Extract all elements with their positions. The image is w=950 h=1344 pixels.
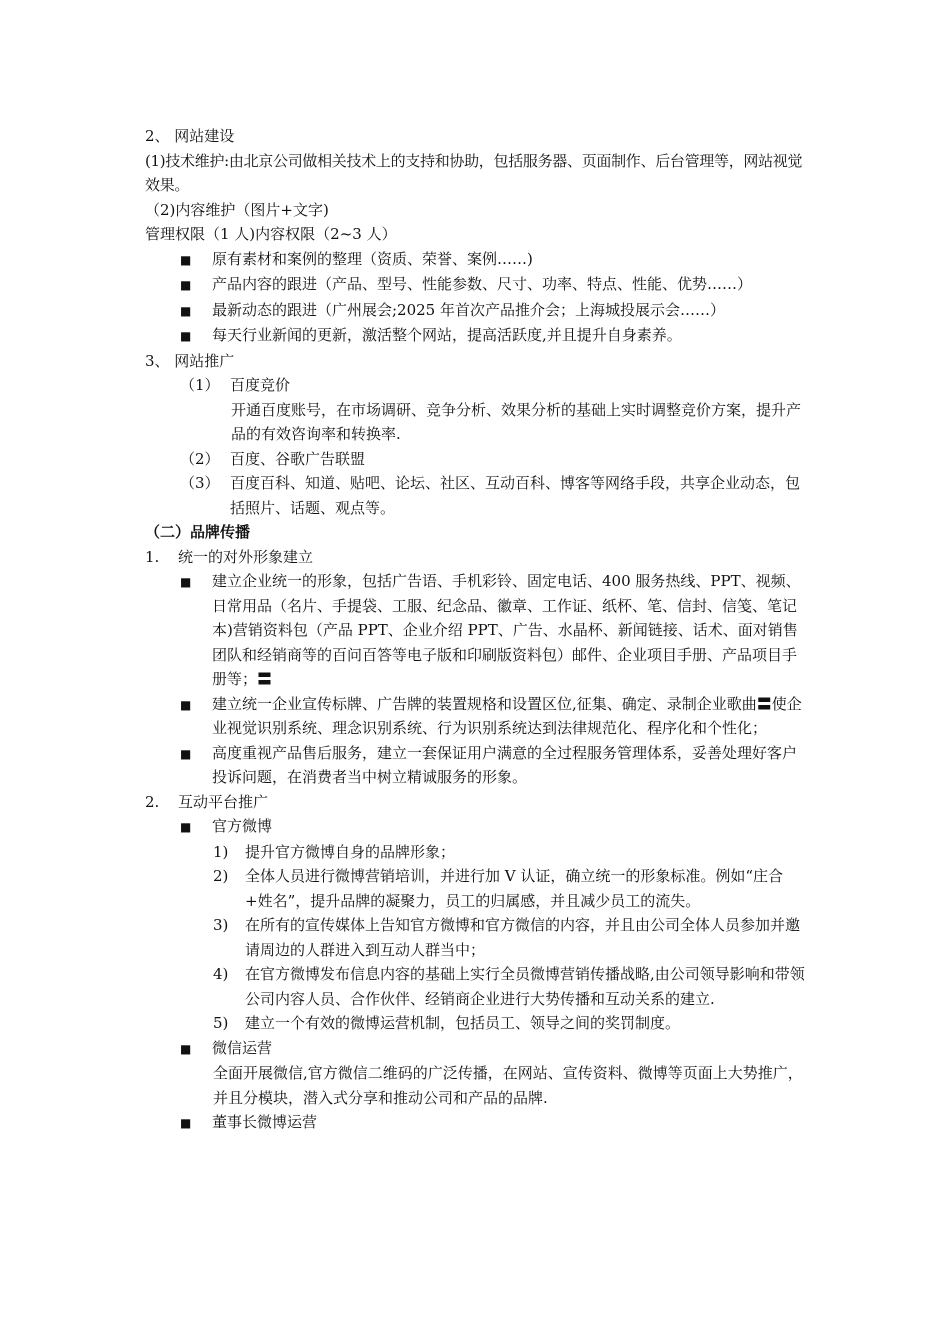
- square-bullet-icon: [180, 569, 212, 595]
- list-item: [180, 447, 810, 472]
- list-marker: （3）: [180, 474, 220, 492]
- bullet-text: 董事长微博运营: [212, 1113, 318, 1131]
- square-bullet-icon: [180, 272, 212, 298]
- list-marker: 1.: [145, 547, 160, 566]
- bullet-text: 建立统一企业宣传标牌、广告牌的装置规格和设置区位,征集、确定、录制企业歌曲〓使企业视觉识别系统、理念识别系统、行为识别系统达到法律规范化、程序化和个性化；: [212, 694, 802, 737]
- paragraph-permissions: 管理权限（1 人)内容权限（2~3 人）: [145, 225, 397, 243]
- bullet-text: 最新动态的跟进（广州展会;2025 年首次产品推介会；上海城投展示会……）: [212, 300, 725, 319]
- list-marker: 2): [213, 867, 229, 885]
- document-body: [145, 124, 810, 1136]
- square-bullet-icon: [180, 741, 212, 767]
- list-marker: 5): [213, 1014, 229, 1032]
- square-bullet-icon: [180, 323, 212, 349]
- list-item-description: 开通百度账号，在市场调研、竞争分析、效果分析的基础上实时调整竞价方案，提升产品的有效咨询率和转换率.: [231, 400, 802, 443]
- bullet-text: 建立企业统一的形象，包括广告语、手机彩铃、固定电话、400 服务热线、PPT、视频、日常用品（名片、手提袋、工服、纪念品、徽章、工作证、纸杯、笔、信封、信笺、笔记本)营销资料包（产品 PPT、企业介绍 PPT、广告、水晶杯、新闻链接、话术、面对销售团队和经销商等的百问百答等电子版和印刷版资料包）邮件、企业项目手册、产品项目手册等；〓: [212, 572, 801, 688]
- section-heading-brand: （二）品牌传播: [145, 523, 251, 541]
- square-bullet-icon: [180, 1110, 212, 1136]
- list-item-title: 百度、谷歌广告联盟: [230, 449, 366, 468]
- bullet-text: 产品内容的跟进（产品、型号、性能参数、尺寸、功率、特点、性能、优势……）: [212, 275, 753, 293]
- bullet-text: 官方微博: [212, 817, 273, 835]
- bullet-text: 高度重视产品售后服务，建立一套保证用户满意的全过程服务管理体系，妥善处理好客户投诉问题，在消费者当中树立精诚服务的形象。: [212, 743, 798, 786]
- sub-list-item: [213, 913, 810, 962]
- bullet-item: [180, 298, 810, 324]
- bullet-text: 原有素材和案例的整理（资质、荣誉、案例……): [212, 249, 533, 268]
- paragraph-tech-maintenance: (1)技术维护:由北京公司做相关技术上的支持和协助，包括服务器、页面制作、后台管理等，网站视觉效果。: [145, 151, 803, 194]
- list-marker: 3): [213, 916, 229, 934]
- sub-list-item: [213, 864, 810, 913]
- list-marker: （1）: [180, 376, 220, 394]
- numbered-item: [145, 545, 810, 570]
- list-marker: 2.: [145, 792, 160, 811]
- bullet-text: 微信运营: [212, 1038, 273, 1057]
- sub-list-item: [213, 840, 810, 865]
- bullet-item: [180, 1110, 810, 1136]
- list-marker: 1): [213, 842, 229, 861]
- bullet-item: [180, 814, 810, 840]
- sub-list-item: [213, 1011, 810, 1036]
- bullet-item: [180, 1036, 810, 1062]
- section-heading-website-build: 2、 网站建设: [145, 127, 235, 145]
- numbered-item-title: 统一的对外形象建立: [178, 547, 314, 566]
- bullet-item: [180, 692, 810, 741]
- numbered-item: [145, 790, 810, 815]
- list-item-title: 百度百科、知道、贴吧、论坛、社区、互动百科、博客等网络手段，共享企业动态，包括照片、话题、观点等。: [230, 474, 801, 517]
- square-bullet-icon: [180, 298, 212, 324]
- sub-list-text: 全体人员进行微博营销培训，并进行加 V 认证，确立统一的形象标准。例如“庄合+姓名”，提升品牌的凝聚力，员工的归属感，并且减少员工的流失。: [245, 867, 784, 910]
- square-bullet-icon: [180, 247, 212, 273]
- sub-list-text: 提升官方微博自身的品牌形象；: [245, 842, 456, 861]
- square-bullet-icon: [180, 692, 212, 718]
- list-item: [180, 471, 810, 520]
- bullet-item: [180, 272, 810, 298]
- list-item: [180, 373, 810, 398]
- section-heading-website-promotion: 3、 网站推广: [145, 351, 235, 370]
- square-bullet-icon: [180, 1036, 212, 1062]
- sub-list-text: 在官方微博发布信息内容的基础上实行全员微博营销传播战略,由公司领导影响和带领公司内容人员、合作伙伴、经销商企业进行大势传播和互动关系的建立.: [245, 965, 805, 1008]
- paragraph-content-maintenance: （2)内容维护（图片+文字): [145, 200, 329, 219]
- square-bullet-icon: [180, 814, 212, 840]
- bullet-item: [180, 247, 810, 273]
- sub-list-item: [213, 962, 810, 1011]
- bullet-item: [180, 323, 810, 349]
- list-marker: （2）: [180, 449, 220, 468]
- bullet-text: 每天行业新闻的更新，激活整个网站，提高活跃度,并且提升自身素养。: [212, 326, 682, 344]
- sub-list-text: 建立一个有效的微博运营机制，包括员工、领导之间的奖罚制度。: [245, 1014, 681, 1032]
- numbered-item-title: 互动平台推广: [178, 792, 269, 811]
- sub-list-text: 在所有的宣传媒体上告知官方微博和官方微信的内容，并且由公司全体人员参加并邀请周边的人群进入到互动人群当中；: [245, 916, 801, 959]
- list-item-title: 百度竞价: [230, 376, 291, 394]
- list-marker: 4): [213, 965, 229, 983]
- bullet-item: [180, 741, 810, 790]
- bullet-item: [180, 569, 810, 692]
- wechat-description: 全面开展微信,官方微信二维码的广泛传播，在网站、宣传资料、微博等页面上大势推广，并且分模块，潜入式分享和推动公司和产品的品牌.: [213, 1064, 803, 1107]
